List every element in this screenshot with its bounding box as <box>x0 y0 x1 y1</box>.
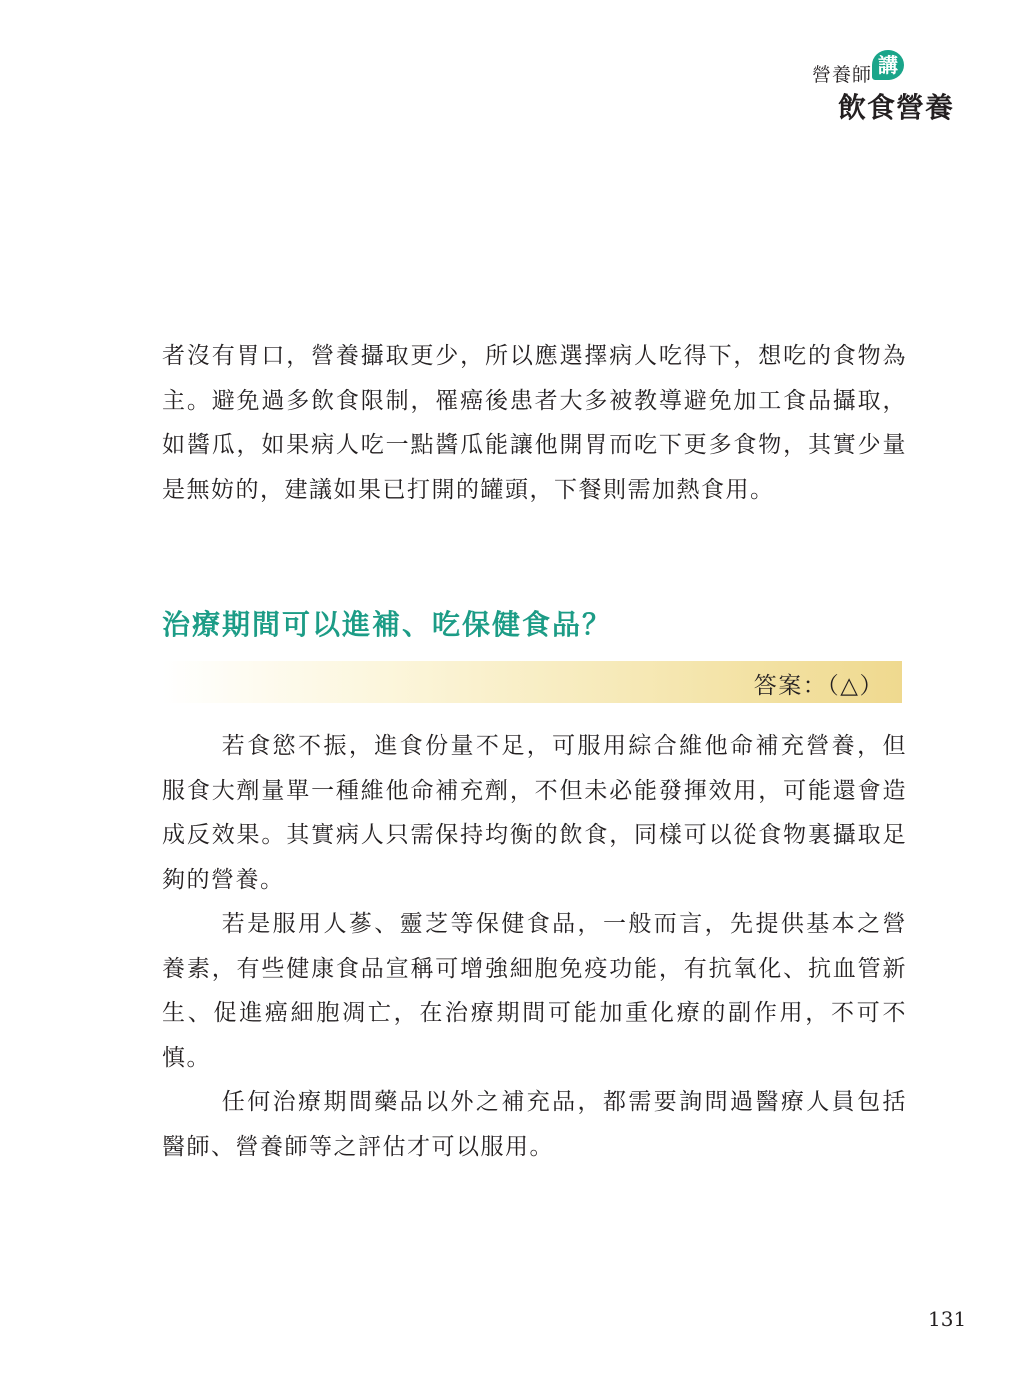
speech-bubble-icon: 講 <box>872 50 904 80</box>
paragraph: 任何治療期間藥品以外之補充品，都需要詢問過醫療人員包括醫師、營養師等之評估才可以服用。 <box>162 1089 907 1160</box>
series-logo-small-text: 營養師 <box>812 64 873 86</box>
series-logo-title: 飲食營養 <box>838 91 955 124</box>
answer-label: 答案：（△） <box>753 673 884 699</box>
page-number: 131 <box>928 1307 967 1331</box>
paragraph: 若食慾不振，進食份量不足，可服用綜合維他命補充營養，但服食大劑量單一種維他命補充劑，不但未必能發揮效用，可能還會造成反效果。其實病人只需保持均衡的飲食，同樣可以從食物裏攝取足夠的營養。 <box>162 733 907 893</box>
paragraph: 若是服用人蔘、靈芝等保健食品，一般而言，先提供基本之營養素，有些健康食品宣稱可增強細胞免疫功能，有抗氧化、抗血管新生、促進癌細胞凋亡，在治療期間可能加重化療的副作用，不可不慎。 <box>162 911 907 1071</box>
section-heading: 治療期間可以進補、吃保健食品？ <box>162 608 613 641</box>
answer-bar <box>162 661 902 703</box>
answer-body <box>162 724 907 1169</box>
paragraph-top: 者沒有胃口，營養攝取更少，所以應選擇病人吃得下，想吃的食物為主。避免過多飲食限制，罹癌後患者大多被教導避免加工食品攝取，如醬瓜，如果病人吃一點醬瓜能讓他開胃而吃下更多食物，其實少量是無妨的，建議如果已打開的罐頭，下餐則需加熱食用。 <box>162 343 907 503</box>
series-logo <box>800 50 1000 130</box>
